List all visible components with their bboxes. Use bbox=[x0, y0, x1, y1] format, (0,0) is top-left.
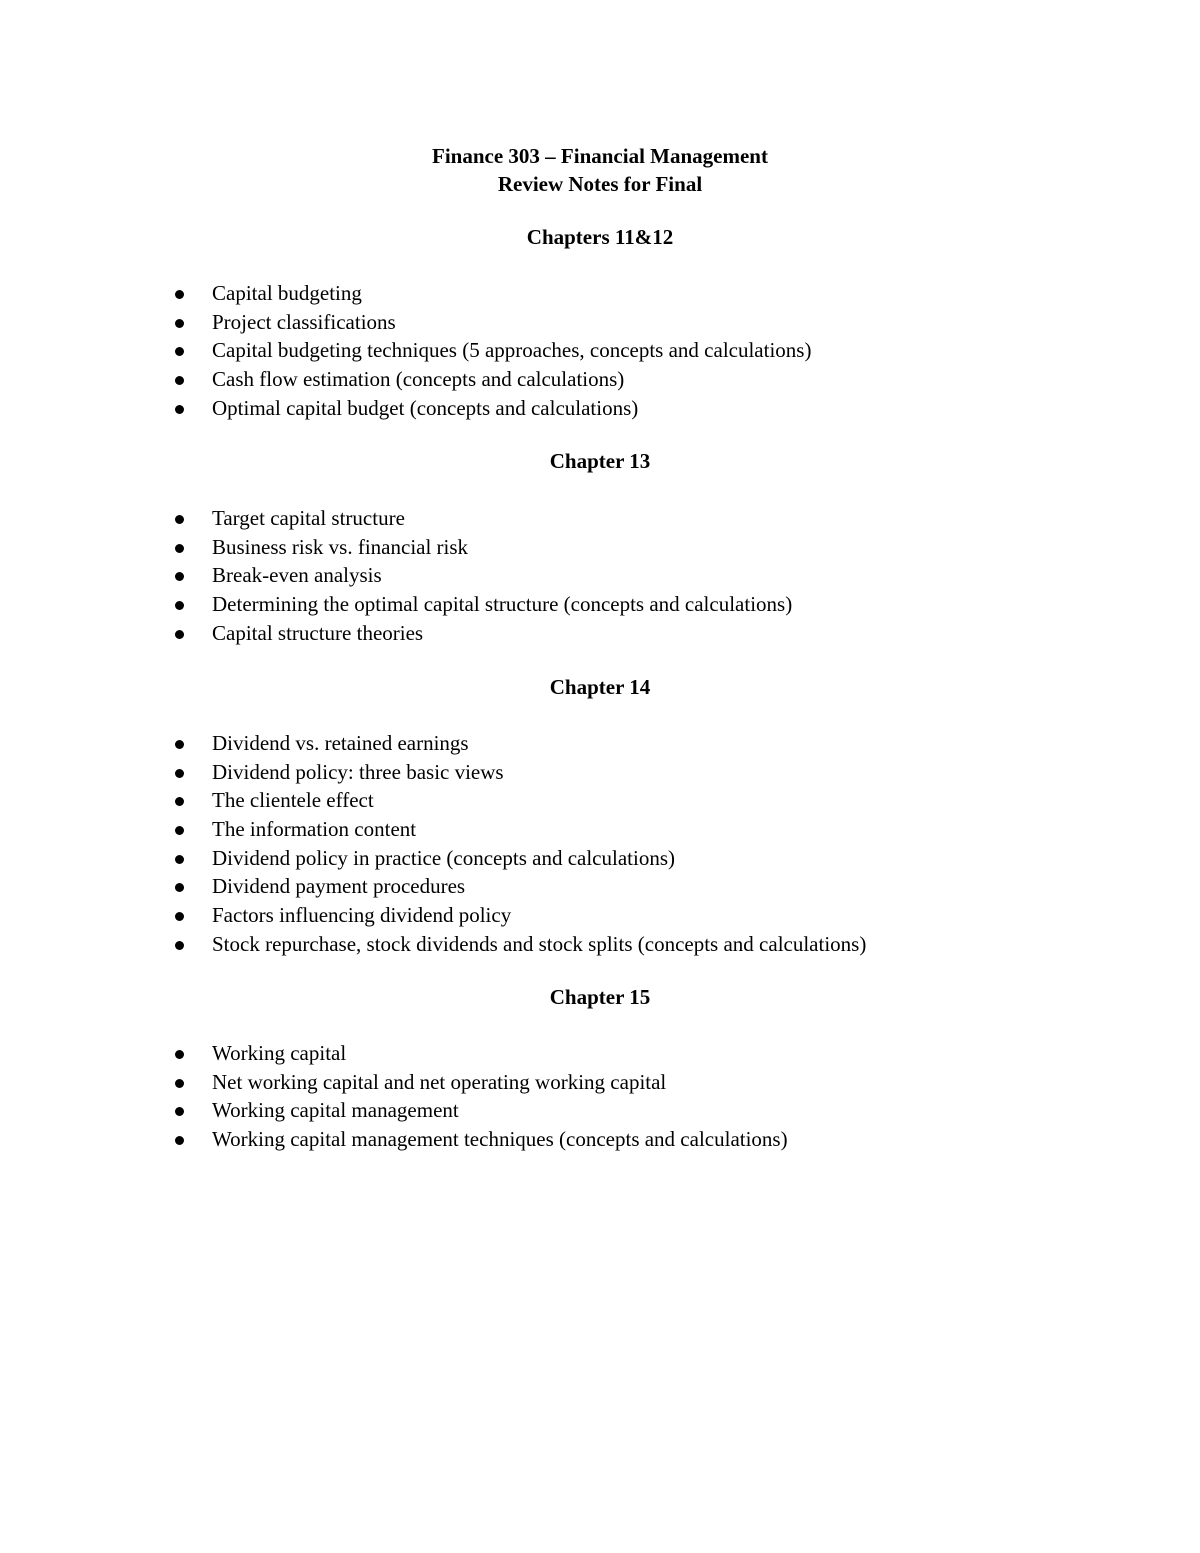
bullet-icon bbox=[175, 1107, 184, 1116]
bullet-icon bbox=[175, 769, 184, 778]
bullet-icon bbox=[175, 572, 184, 581]
list-item-text: Break-even analysis bbox=[212, 563, 382, 588]
section-heading-chapter-13: Chapter 13 bbox=[549, 449, 651, 473]
list-item-text: Working capital management techniques (concepts and calculations) bbox=[212, 1127, 788, 1152]
bullet-icon bbox=[175, 826, 184, 835]
bullet-icon bbox=[175, 347, 184, 356]
list-item-text: Stock repurchase, stock dividends and stock splits (concepts and calculations) bbox=[212, 931, 867, 956]
bullet-icon bbox=[175, 290, 184, 299]
list-item-text: Net working capital and net operating working capital bbox=[212, 1069, 667, 1094]
bullet-icon bbox=[175, 601, 184, 610]
section-heading-chapter-14: Chapter 14 bbox=[549, 675, 651, 699]
list-item-text: Dividend vs. retained earnings bbox=[212, 731, 469, 755]
bullet-icon bbox=[175, 544, 184, 553]
bullet-icon bbox=[175, 376, 184, 385]
list-item-text: Capital budgeting techniques (5 approaches, concepts and calculations) bbox=[212, 338, 812, 363]
list-item-text: Optimal capital budget (concepts and calculations) bbox=[212, 395, 639, 420]
list-item-text: The information content bbox=[212, 817, 417, 842]
list-item-text: The clientele effect bbox=[212, 788, 374, 813]
list-item-text: Dividend policy in practice (concepts and calculations) bbox=[212, 845, 675, 870]
bullet-icon bbox=[175, 1079, 184, 1088]
bullet-icon bbox=[175, 883, 184, 892]
section-heading-chapters-11-12: Chapters 11&12 bbox=[526, 225, 674, 249]
bullet-icon bbox=[175, 740, 184, 749]
bullet-icon bbox=[175, 319, 184, 328]
list-item-text: Determining the optimal capital structure (concepts and calculations) bbox=[212, 592, 793, 617]
bullet-icon bbox=[175, 1050, 184, 1059]
list-item-text: Factors influencing dividend policy bbox=[212, 903, 512, 928]
bullet-icon bbox=[175, 912, 184, 921]
bullet-icon bbox=[175, 1136, 184, 1145]
list-item-text: Working capital management bbox=[212, 1098, 459, 1123]
list-item-text: Cash flow estimation (concepts and calculations) bbox=[212, 367, 625, 392]
list-item-text: Capital structure theories bbox=[212, 620, 424, 645]
list-item-text: Dividend policy: three basic views bbox=[212, 759, 504, 784]
list-item-text: Project classifications bbox=[212, 309, 396, 334]
list-item-text: Working capital bbox=[212, 1041, 347, 1065]
bullet-icon bbox=[175, 941, 184, 950]
document-title: Finance 303 – Financial Management bbox=[432, 144, 768, 168]
document-subtitle: Review Notes for Final bbox=[497, 172, 703, 196]
bullet-icon bbox=[175, 797, 184, 806]
list-item-text: Business risk vs. financial risk bbox=[212, 534, 469, 559]
list-item-text: Dividend payment procedures bbox=[212, 874, 466, 899]
bullet-icon bbox=[175, 630, 184, 639]
bullet-icon bbox=[175, 515, 184, 524]
list-item-text: Capital budgeting bbox=[212, 281, 362, 305]
bullet-icon bbox=[175, 855, 184, 864]
bullet-icon bbox=[175, 405, 184, 414]
list-item-text: Target capital structure bbox=[212, 506, 405, 530]
section-heading-chapter-15: Chapter 15 bbox=[549, 985, 651, 1009]
